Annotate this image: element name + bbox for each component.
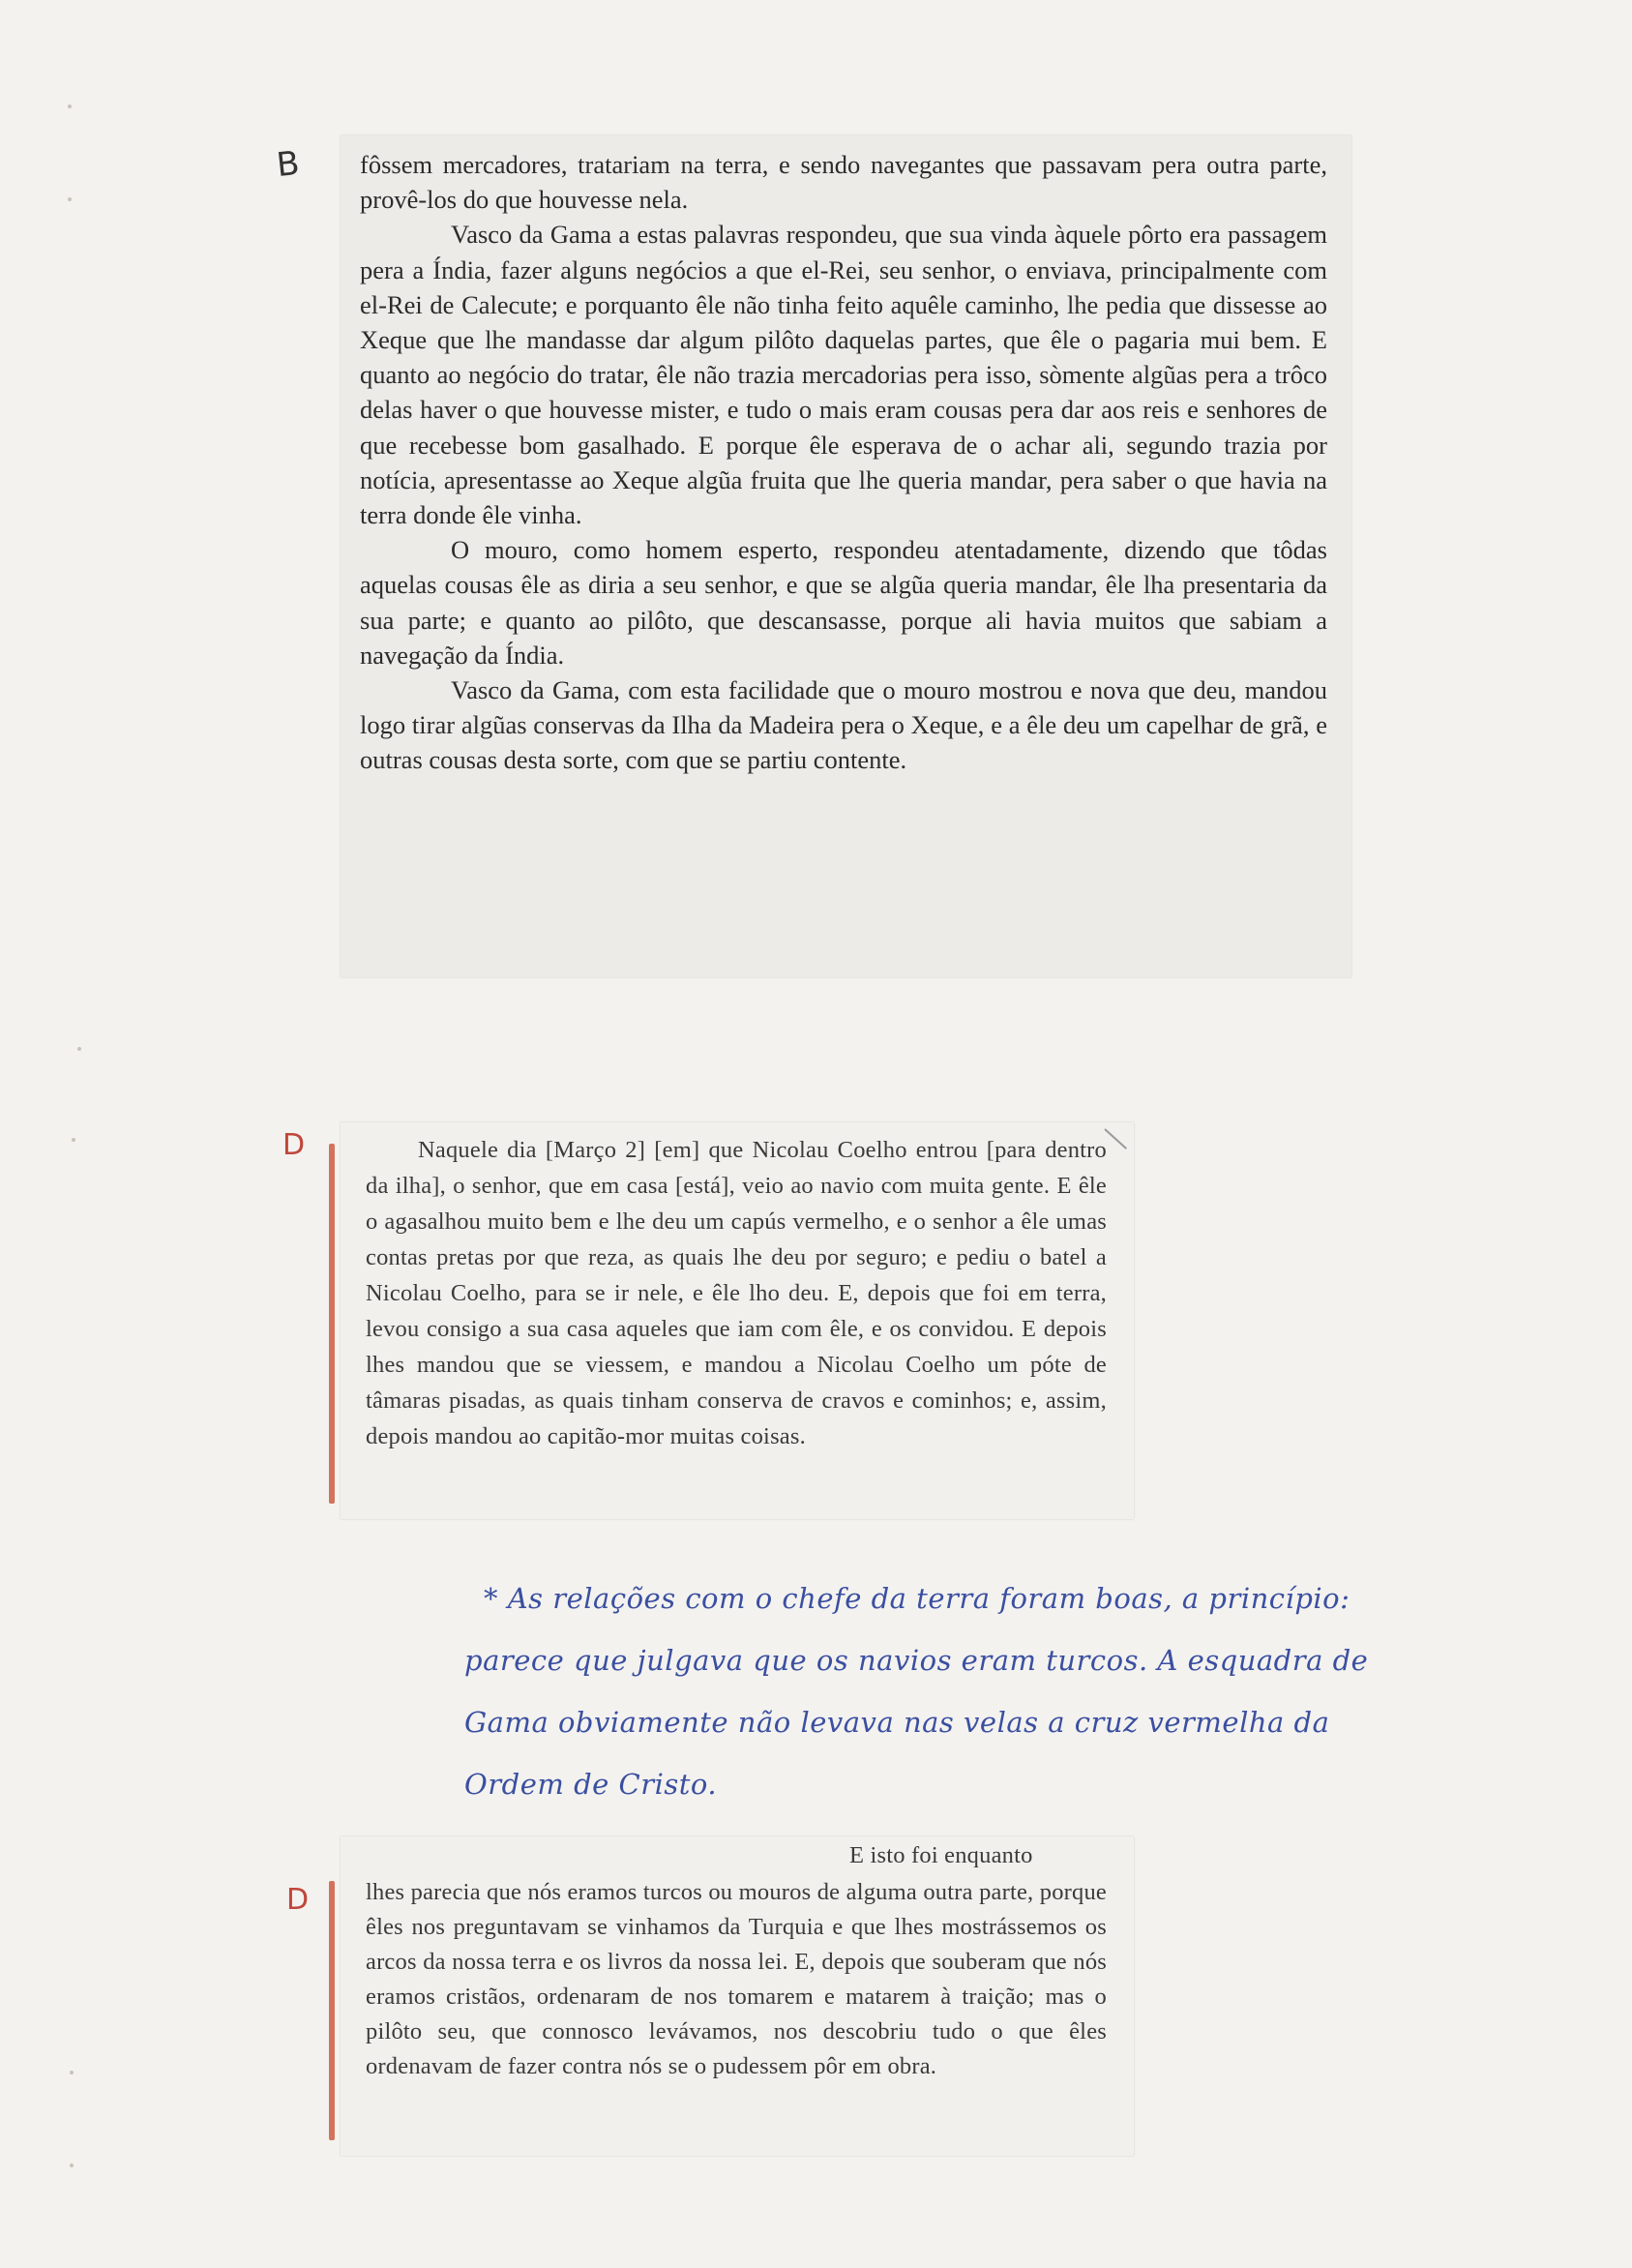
binder-dot <box>77 1047 81 1051</box>
note-line: Ordem de Cristo. <box>464 1768 718 1801</box>
binder-dot <box>68 197 72 201</box>
binder-dot <box>70 2164 74 2167</box>
paragraph: O mouro, como homem esperto, respondeu atentadamente, dizendo que tôdas aquelas cousas êle as diria a seu senhor, e que se algũa queria mandar, êle lha presentaria da sua parte; e quanto ao pilôto, que descansasse, porque ali havia muitos que sabiam a navegação da Índia. <box>360 535 1327 670</box>
note-line: * As relações com o chefe da terra foram boas, a princípio: <box>484 1582 1350 1615</box>
binder-dot <box>72 1138 75 1142</box>
margin-highlight-bar <box>329 1144 335 1504</box>
clipping-2 <box>341 1122 1134 1519</box>
note-line: parece que julgava que os navios eram turcos. A esquadra de <box>464 1644 1369 1677</box>
clipping-3-text <box>366 1838 1107 2084</box>
margin-mark-d: D <box>282 1128 306 1162</box>
paragraph: fôssem mercadores, tratariam na terra, e sendo navegantes que passavam pera outra parte, provê-los do que houvesse nela. <box>360 150 1327 215</box>
paragraph: Vasco da Gama, com esta facilidade que o mouro mostrou e nova que deu, mandou logo tirar algũas conservas da Ilha da Madeira pera o Xeque, e a êle deu um capelhar de grã, e outras cousas desta sorte, com que se partiu contente. <box>360 675 1327 775</box>
binder-dot <box>68 104 72 108</box>
clipping-1-text <box>360 147 1327 778</box>
paragraph: Vasco da Gama a estas palavras respondeu, que sua vinda àquele pôrto era passagem pera a Índia, fazer alguns negócios a que el-Rei, seu senhor, o enviava, principalmente com el-Rei de Calecute; e porquanto êle não tinha feito aquêle caminho, lhe pedia que dissesse ao Xeque que lhe mandasse dar algum pilôto daquelas partes, que êle o pagaria mui bem. E quanto ao negócio do tratar, êle não trazia mercadorias pera isso, sòmente algũas pera a trôco delas haver o que houvesse mister, e tudo o mais eram cousas pera dar aos reis e senhores de que recebesse bom gasalhado. E porque êle esperava de o achar ali, segundo trazia por notícia, apresentasse ao Xeque algũa fruita que lhe queria mandar, pera saber o que havia na terra donde êle vinha. <box>360 220 1327 530</box>
binder-dot <box>70 2071 74 2074</box>
paragraph: Naquele dia [Março 2] [em] que Nicolau Coelho entrou [para dentro da ilha], o senhor, que em casa [está], veio ao navio com muita gente. E êle o agasalhou muito bem e lhe deu um capús vermelho, e o senhor a êle umas contas pretas por que reza, as quais lhe deu por seguro; e pediu o batel a Nicolau Coelho, para se ir nele, e êle lho deu. E, depois que foi em terra, levou consigo a sua casa aqueles que iam com êle, e os convidou. E depois lhes mandou que se viessem, e mandou a Nicolau Coelho um póte de tâmaras pisadas, as quais tinham conserva de cravos e cominhos; e, assim, depois mandou ao capitão-mor muitas coisas. <box>366 1137 1107 1449</box>
paragraph: lhes parecia que nós eramos turcos ou mouros de alguma outra parte, porque êles nos preguntavam se vinhamos da Turquia e que lhes mostrássemos os arcos da nossa terra e os livros da nossa lei. E, depois que souberam que nós eramos cristãos, ordenaram de nos tomarem e matarem à traição; mas o pilôto seu, que connosco levávamos, nos descobriu tudo o que êles ordenavam de fazer contra nós se o pudessem pôr em obra. <box>366 1879 1107 2079</box>
clipping-3 <box>341 1836 1134 2156</box>
margin-mark-d: D <box>286 1883 310 1917</box>
margin-highlight-bar <box>329 1881 335 2140</box>
clipping-1 <box>341 135 1351 977</box>
note-line: Gama obviamente não levava nas velas a cruz vermelha da <box>464 1706 1330 1739</box>
paragraph-start: E isto foi enquanto <box>849 1842 1033 1868</box>
margin-mark-b: B <box>274 143 302 186</box>
handwritten-note <box>464 1567 1451 1815</box>
clipping-2-text <box>366 1132 1107 1454</box>
